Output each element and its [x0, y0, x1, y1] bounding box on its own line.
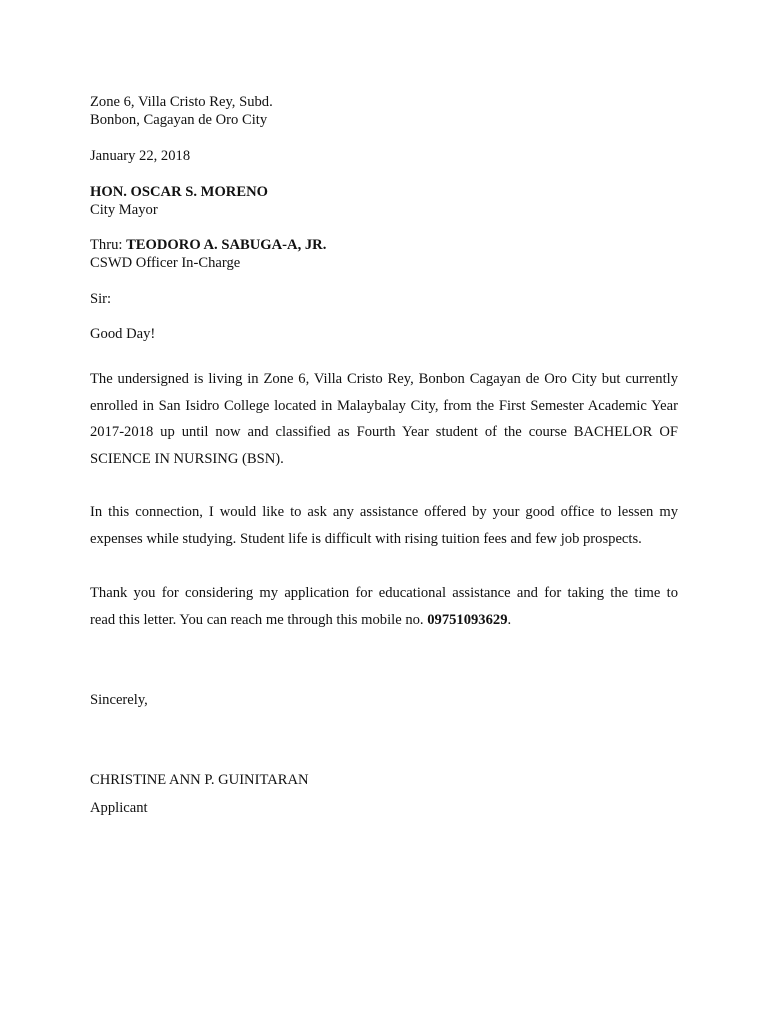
recipient-title: City Mayor — [90, 202, 158, 218]
paragraph-line: enrolled in San Isidro College located in Malaybalay City, from the First Semester Academic Year — [90, 397, 678, 414]
signatory-role: Applicant — [90, 800, 148, 816]
mobile-number: 09751093629 — [427, 611, 508, 628]
thru-name: TEODORO A. SABUGA-A, JR. — [126, 237, 327, 253]
paragraph-line — [90, 607, 678, 634]
body-paragraph-2 — [90, 499, 678, 552]
thru-prefix: Thru: — [90, 237, 127, 253]
recipient-name: HON. OSCAR S. MORENO — [90, 184, 268, 200]
closing: Sincerely, — [90, 692, 148, 708]
paragraph-text: read this letter. You can reach me through this mobile no. — [90, 611, 428, 628]
sender-address-line2: Bonbon, Cagayan de Oro City — [90, 112, 268, 128]
salutation: Sir: — [90, 291, 112, 307]
body-paragraph-1 — [90, 366, 678, 473]
paragraph-line: In this connection, I would like to ask any assistance offered by your good office to lessen my — [90, 504, 678, 520]
paragraph-line: Thank you for considering my application for educational assistance and for taking the time to — [90, 585, 678, 601]
signatory-name: CHRISTINE ANN P. GUINITARAN — [90, 772, 309, 788]
paragraph-line: expenses while studying. Student life is difficult with rising tuition fees and few job prospects. — [90, 530, 642, 547]
thru-line — [90, 236, 326, 254]
thru-title: CSWD Officer In-Charge — [90, 255, 241, 271]
sender-address-line1: Zone 6, Villa Cristo Rey, Subd. — [90, 94, 273, 110]
paragraph-text: . — [507, 611, 512, 628]
body-paragraph-3 — [90, 580, 678, 633]
paragraph-line: The undersigned is living in Zone 6, Villa Cristo Rey, Bonbon Cagayan de Oro City but currently — [90, 371, 678, 387]
greeting: Good Day! — [90, 326, 156, 342]
letter-date: January 22, 2018 — [90, 148, 191, 164]
paragraph-line: 2017-2018 up until now and classified as Fourth Year student of the course BACHELOR OF — [90, 424, 678, 441]
paragraph-line: SCIENCE IN NURSING (BSN). — [90, 451, 284, 468]
